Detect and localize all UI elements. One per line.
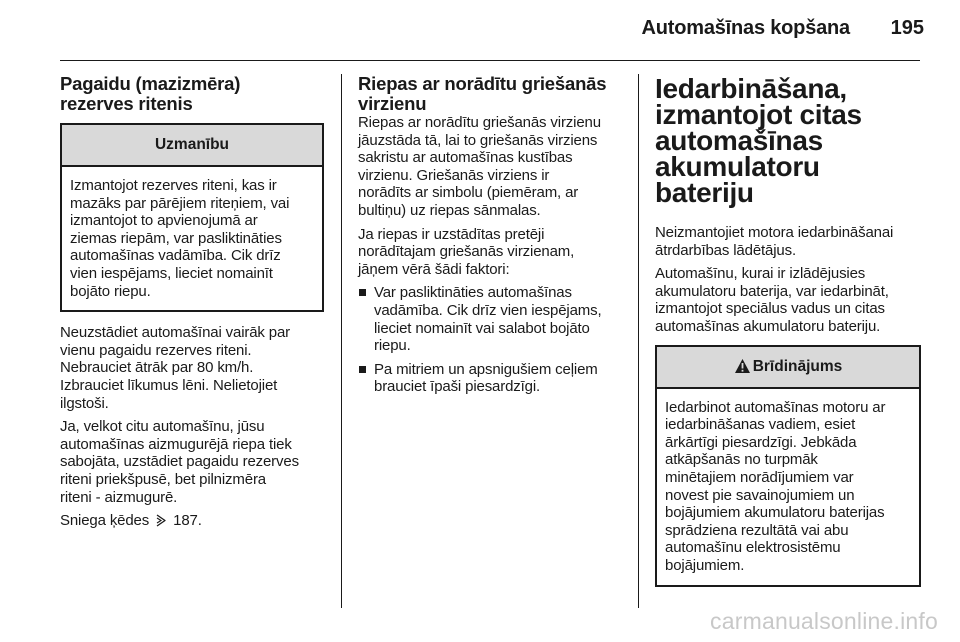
- heading-line: akumulatoru bateriju: [655, 151, 820, 208]
- text-line: Nebrauciet ātrāk par 80 km/h.: [60, 359, 254, 377]
- warning-line: ārkārtīgi piesardzīgi. Jebkāda: [665, 433, 857, 451]
- factors-list: [358, 284, 624, 396]
- text-line: Automašīnu, kurai ir izlādējusies: [655, 265, 866, 283]
- text-line: norādītajam griešanās virzienam,: [358, 243, 575, 261]
- column-divider-2: [638, 74, 639, 608]
- text-line: vadāmība. Cik drīz vien iespējams,: [374, 301, 602, 319]
- section-heading-directional-tyres: Riepas ar norādītu griešanās virzienu: [358, 73, 607, 114]
- heading-line: Iedarbināšana,: [655, 73, 847, 104]
- text-line: riteni - aizmugurē.: [60, 488, 178, 506]
- text-line: ātrdarbības lādētājus.: [655, 241, 796, 259]
- warning-body: [657, 389, 919, 585]
- heading-line: izmantojot citas: [655, 99, 862, 130]
- warning-box: [655, 345, 921, 587]
- text-line: riepu.: [374, 337, 411, 355]
- warning-line: sprādziena rezultātā vai abu: [665, 521, 849, 539]
- notice-line: ziemas riepām, var pasliktināties: [70, 229, 282, 247]
- notice-line: vien iespējams, lieciet nomainīt: [70, 264, 273, 282]
- text-line: sakristu ar automašīnas kustības: [358, 149, 573, 167]
- paragraph-directional-intro: [358, 114, 624, 220]
- notice-line: automašīnas vadāmība. Cik drīz: [70, 247, 281, 265]
- text-line: vienu pagaidu rezerves riteni.: [60, 341, 252, 359]
- square-bullet-icon: [359, 289, 366, 296]
- notice-body: [62, 167, 322, 310]
- text-line: Ja, velkot citu automašīnu, jūsu: [60, 418, 265, 436]
- warning-line: iedarbināšanas vadiem, esiet: [665, 416, 856, 434]
- paragraph-spare-wheel-usage: [60, 324, 324, 412]
- text-line: Pa mitriem un apsnigušiem ceļiem: [374, 360, 598, 378]
- text-line: jāuzstāda tā, lai to griešanās virziens: [358, 131, 598, 149]
- list-item: [358, 284, 624, 354]
- text-line: ilgstoši.: [60, 394, 109, 412]
- text-line: riteni priekšpusē, bet pilnizmēra: [60, 470, 266, 488]
- square-bullet-icon: [359, 366, 366, 373]
- column-divider-1: [341, 74, 342, 608]
- warning-line: atkāpšanās no turpmāk: [665, 451, 818, 469]
- text-line: norādīts ar simbolu (piemēram, ar: [358, 184, 579, 202]
- right-column: [655, 74, 921, 587]
- warning-line: bojājumiem akumulatoru baterijas: [665, 504, 885, 522]
- text-line: Izbrauciet līkumus lēni. Nelietojiet: [60, 376, 278, 394]
- text-line: sabojāta, uzstādiet pagaidu rezerves: [60, 453, 299, 471]
- heading-line: automašīnas: [655, 125, 823, 156]
- page-number: 195: [890, 17, 924, 39]
- notice-box: [60, 123, 324, 312]
- warning-triangle-icon: [734, 358, 751, 374]
- text-line: virzienu. Griešanās virziens ir: [358, 166, 550, 184]
- crossref-label: Sniega ķēdes: [60, 512, 150, 530]
- text-line: Ja riepas ir uzstādītas pretēji: [358, 225, 545, 243]
- text-line: automašīnas aizmugurējā riepa tiek: [60, 435, 292, 453]
- warning-title: Brīdinājums: [752, 357, 843, 375]
- text-line: automašīnas akumulatoru bateriju.: [655, 317, 881, 335]
- warning-header: [657, 347, 919, 389]
- warning-line: automašīnu elektrosistēmu: [665, 539, 841, 557]
- left-column: [60, 74, 324, 530]
- header-rule: [60, 60, 920, 61]
- notice-line: bojāto riepu.: [70, 282, 151, 300]
- warning-text: [665, 399, 911, 575]
- crossref-snow-chains[interactable]: [60, 512, 324, 530]
- paragraph-no-fast-chargers: [655, 224, 921, 259]
- text-line: Neizmantojiet motora iedarbināšanai: [655, 224, 894, 241]
- paragraph-reverse-mounting: [358, 226, 624, 279]
- watermark: carmanualsonline.info: [710, 608, 938, 634]
- section-heading-jump-starting: [655, 73, 921, 208]
- paragraph-jump-start-method: [655, 265, 921, 335]
- notice-text: [70, 177, 314, 300]
- text-line: Riepas ar norādītu griešanās virzienu: [358, 114, 601, 131]
- text-line: bultiņu) uz riepas sānmalas.: [358, 201, 541, 219]
- text-line: izmantojot speciālus vadus un citas: [655, 300, 885, 318]
- warning-line: bojājumiem.: [665, 556, 745, 574]
- text-line: Neuzstādiet automašīnai vairāk par: [60, 324, 291, 342]
- crossref-page: 187.: [173, 512, 202, 530]
- notice-line: izmantojot to apvienojumā ar: [70, 212, 258, 230]
- warning-line: minētajiem norādījumiem var: [665, 468, 854, 486]
- page-header-title: Automašīnas kopšana: [641, 17, 850, 39]
- middle-column: [358, 74, 624, 396]
- page-reference-arrow-icon: [155, 513, 167, 528]
- text-line: Var pasliktināties automašīnas: [374, 284, 572, 302]
- text-line: brauciet īpaši piesardzīgi.: [374, 378, 541, 396]
- notice-title: Uzmanību: [62, 125, 322, 167]
- text-line: jāņem vērā šādi faktori:: [358, 260, 510, 278]
- warning-line: Iedarbinot automašīnas motoru ar: [665, 398, 886, 416]
- text-line: lieciet nomainīt vai salabot bojāto: [374, 319, 590, 337]
- notice-line: mazāks par pārējiem riteņiem, vai: [70, 194, 290, 212]
- warning-line: novest pie savainojumiem un: [665, 486, 855, 504]
- text-line: akumulatoru baterija, var iedarbināt,: [655, 282, 889, 300]
- list-item: [358, 361, 624, 396]
- paragraph-towing: [60, 418, 324, 506]
- section-heading-spare-wheel: Pagaidu (mazizmēra) rezerves ritenis: [60, 73, 241, 114]
- notice-line: Izmantojot rezerves riteni, kas ir: [70, 177, 277, 194]
